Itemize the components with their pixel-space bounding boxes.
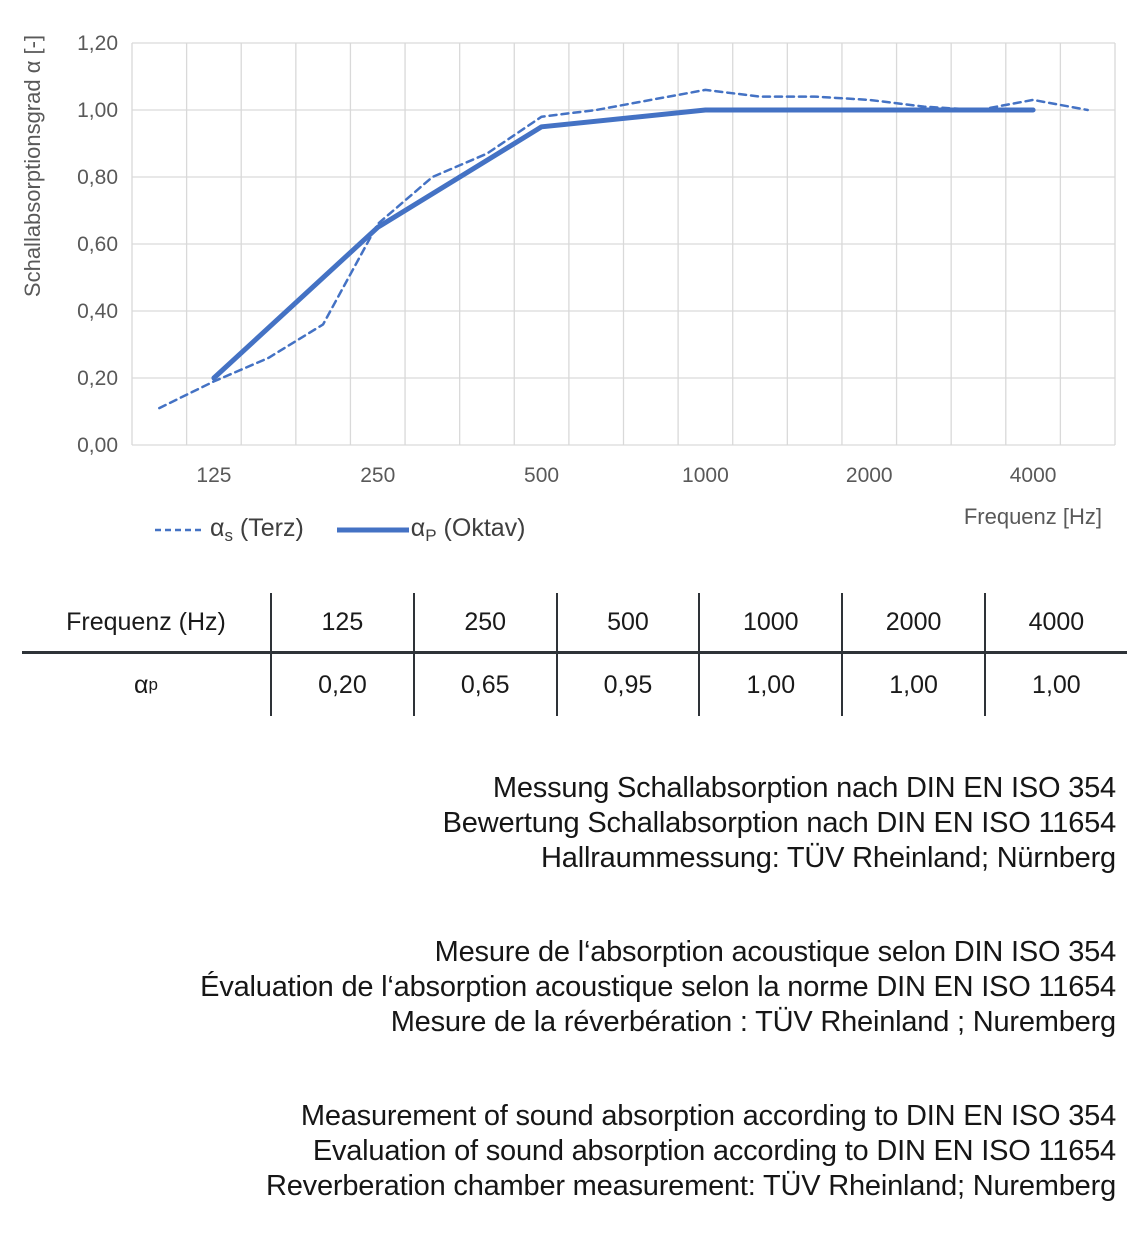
legend-item-oktav bbox=[337, 514, 526, 546]
x-axis-title: Frequenz [Hz] bbox=[963, 504, 1102, 529]
table-value-row bbox=[22, 654, 1127, 716]
table-header-1000: 1000 bbox=[698, 593, 841, 651]
note-line: Evaluation of sound absorption according to DIN EN ISO 11654 bbox=[312, 1135, 1116, 1167]
note-french bbox=[200, 935, 1116, 1040]
note-line: Messung Schallabsorption nach DIN EN ISO 354 bbox=[492, 772, 1116, 804]
note-english bbox=[266, 1099, 1116, 1204]
table-header-125: 125 bbox=[270, 593, 413, 651]
absorption-chart bbox=[0, 0, 1135, 560]
note-line: Reverberation chamber measurement: TÜV Rheinland; Nuremberg bbox=[265, 1170, 1116, 1202]
table-row-label-alpha-p: α p bbox=[134, 670, 158, 699]
x-tick-label: 4000 bbox=[1009, 464, 1057, 487]
legend-label-terz: $\alpha_s$ (Terz) bbox=[210, 514, 304, 545]
y-tick-label: 0,20 bbox=[77, 367, 118, 390]
table-value-4000: 1,00 bbox=[984, 654, 1127, 716]
y-tick-label: 0,40 bbox=[77, 300, 118, 323]
table-value-500: 0,95 bbox=[556, 654, 699, 716]
table-value-2000: 1,00 bbox=[841, 654, 984, 716]
y-axis-title: Schallabsorptionsgrad α [-] bbox=[20, 34, 45, 298]
table-value-1000: 1,00 bbox=[698, 654, 841, 716]
x-tick-label: 1000 bbox=[682, 464, 729, 487]
note-line: Mesure de la réverbération : TÜV Rheinland ; Nuremberg bbox=[390, 1006, 1116, 1038]
x-tick-label: 2000 bbox=[845, 464, 893, 487]
note-line: Bewertung Schallabsorption nach DIN EN ISO 11654 bbox=[442, 807, 1116, 839]
note-line: Mesure de l‘absorption acoustique selon DIN ISO 354 bbox=[434, 936, 1116, 968]
note-german bbox=[443, 771, 1116, 876]
solid-line-swatch bbox=[337, 525, 409, 535]
table-header-4000: 4000 bbox=[984, 593, 1127, 651]
table-header-2000: 2000 bbox=[841, 593, 984, 651]
x-tick-label: 125 bbox=[196, 464, 232, 487]
table-header-500: 500 bbox=[556, 593, 699, 651]
x-tick-label: 250 bbox=[360, 464, 396, 487]
table-value-125: 0,20 bbox=[270, 654, 413, 716]
y-tick-label: 0,60 bbox=[77, 233, 118, 256]
y-tick-label: 0,00 bbox=[77, 434, 118, 457]
table-value-250: 0,65 bbox=[413, 654, 556, 716]
alpha-p-table bbox=[22, 593, 1127, 716]
absorption-chart-canvas bbox=[0, 0, 1135, 560]
x-tick-label: 500 bbox=[524, 464, 560, 487]
table-header-frequency: Frequenz (Hz) bbox=[66, 607, 226, 636]
y-tick-label: 1,00 bbox=[77, 99, 118, 122]
y-tick-label: 1,20 bbox=[77, 32, 118, 55]
note-line: Hallraummessung: TÜV Rheinland; Nürnberg bbox=[541, 842, 1116, 874]
legend-item-terz bbox=[155, 514, 304, 546]
legend-label-oktav: $\alpha_P$ (Oktav) bbox=[410, 514, 526, 545]
dashed-line-swatch bbox=[155, 525, 203, 535]
y-tick-label: 0,80 bbox=[77, 166, 118, 189]
note-line: Measurement of sound absorption according to DIN EN ISO 354 bbox=[300, 1100, 1116, 1132]
chart-legend bbox=[155, 513, 526, 547]
note-line: Évaluation de l‘absorption acoustique selon la norme DIN EN ISO 11654 bbox=[200, 971, 1116, 1003]
table-header-row bbox=[22, 593, 1127, 651]
table-header-250: 250 bbox=[413, 593, 556, 651]
